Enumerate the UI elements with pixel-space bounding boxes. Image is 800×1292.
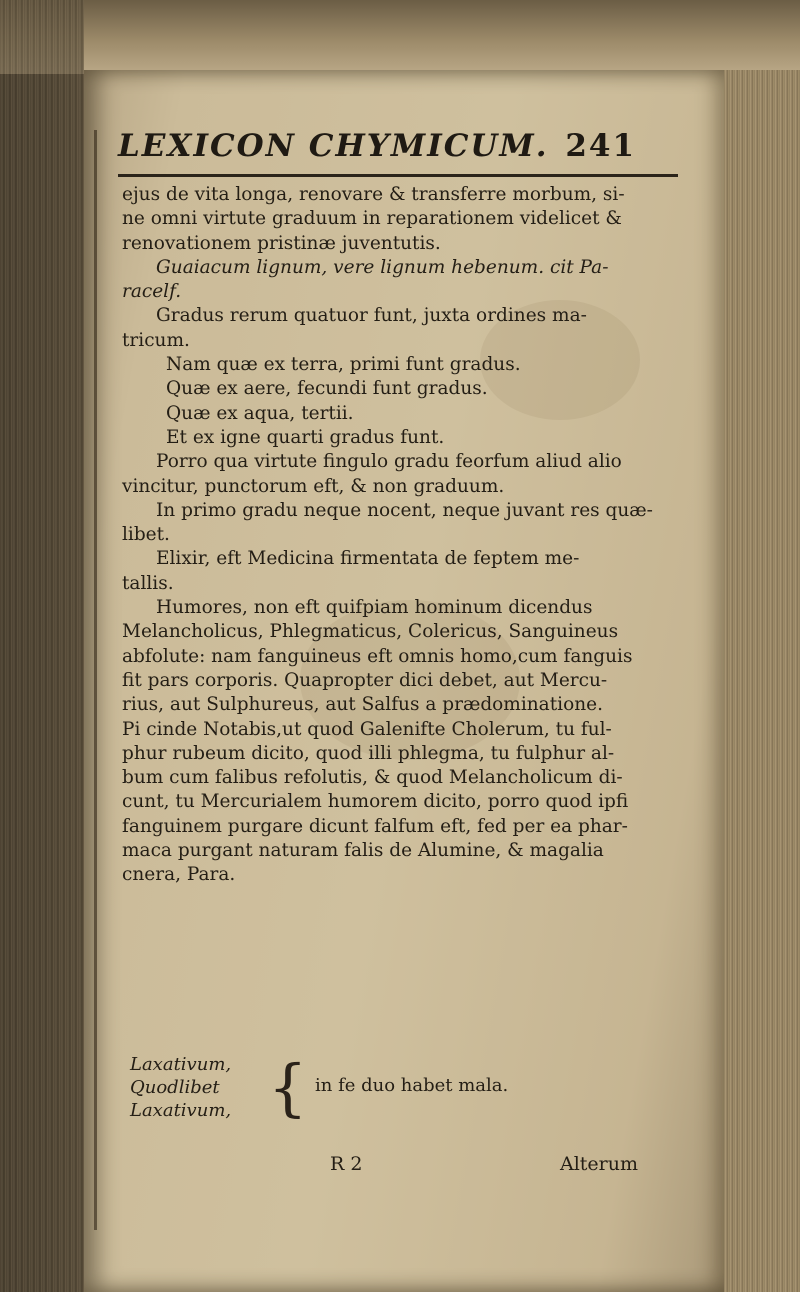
text-line: Porro qua virtute fingulo gradu feorfum aliud alio <box>156 451 622 473</box>
text-line: bum cum falibus refolutis, & quod Melancholicum di- <box>122 767 623 789</box>
header-rule <box>118 174 678 177</box>
running-header <box>118 128 678 164</box>
text-line: Quæ ex aere, fecundi funt gradus. <box>166 378 488 400</box>
text-line: cnera, Para. <box>122 864 236 886</box>
laxativum-definition: in fe duo habet mala. <box>315 1075 509 1096</box>
text-line: fanguinem purgare dicunt falfum eft, fed per ea phar- <box>122 815 628 837</box>
entry-gradus: Gradus rerum quatuor funt, juxta ordines ma- <box>156 305 587 327</box>
entry-elixir: Elixir, eft Medicina firmentata de feptem me- <box>156 548 580 570</box>
text-line: ejus de vita longa, renovare & transferre morbum, si- <box>122 184 625 205</box>
entry-guaiacum: Guaiacum lignum, vere lignum hebenum. cit Pa- <box>156 256 609 278</box>
text-line: ne omni virtute graduum in reparationem videlicet & <box>122 208 622 230</box>
term: Laxativum, <box>130 1054 232 1075</box>
text-line: racelf. <box>122 281 182 303</box>
text-line: renovationem pristinæ juventutis. <box>122 232 441 254</box>
gutter-shadow-line <box>94 130 97 1230</box>
header-title: LEXICON CHYMICUM. <box>118 128 549 164</box>
text-line: tricum. <box>122 329 190 351</box>
text-line: libet. <box>122 524 170 546</box>
book-top-edge <box>0 0 800 74</box>
page-number: 241 <box>565 128 637 164</box>
body-text <box>122 183 692 888</box>
text-line: Quæ ex aqua, tertii. <box>166 402 354 424</box>
text-line: abfolute: nam fanguineus eft omnis homo,cum fanguis <box>122 645 633 667</box>
text-line: Melancholicus, Phlegmaticus, Colericus, Sanguineus <box>122 621 619 643</box>
text-line: cunt, tu Mercurialem humorem dicito, porro quod ipfi <box>122 791 629 813</box>
text-line: fit pars corporis. Quapropter dici debet, aut Mercu- <box>122 669 608 691</box>
brace-glyph: { <box>268 1051 308 1124</box>
text-line: phur rubeum dicito, quod illi phlegma, tu fulphur al- <box>122 742 615 764</box>
left-page-stack <box>0 0 84 1292</box>
term: Quodlibet <box>130 1077 220 1098</box>
term: Laxativum, <box>130 1100 232 1121</box>
text-line: Et ex igne quarti gradus funt. <box>166 426 445 448</box>
catchword: Alterum <box>560 1153 639 1175</box>
signature-mark: R 2 <box>330 1153 363 1175</box>
text-line: Pi cinde Notabis,ut quod Galenifte Cholerum, tu ful- <box>122 718 612 740</box>
text-line: In primo gradu neque nocent, neque juvant res quæ- <box>156 499 653 521</box>
text-line: Nam quæ ex terra, primi funt gradus. <box>166 354 521 376</box>
text-line: maca purgant naturam falis de Alumine, & magalia <box>122 840 604 862</box>
laxativum-entry <box>130 1053 690 1122</box>
text-line: vincitur, punctorum eft, & non graduum. <box>122 475 505 497</box>
right-page-edges <box>724 70 800 1292</box>
text-line: tallis. <box>122 572 174 594</box>
entry-humores: Humores, non eft quifpiam hominum dicendus <box>156 597 593 619</box>
text-line: rius, aut Sulphureus, aut Salfus a prædominatione. <box>122 694 603 716</box>
